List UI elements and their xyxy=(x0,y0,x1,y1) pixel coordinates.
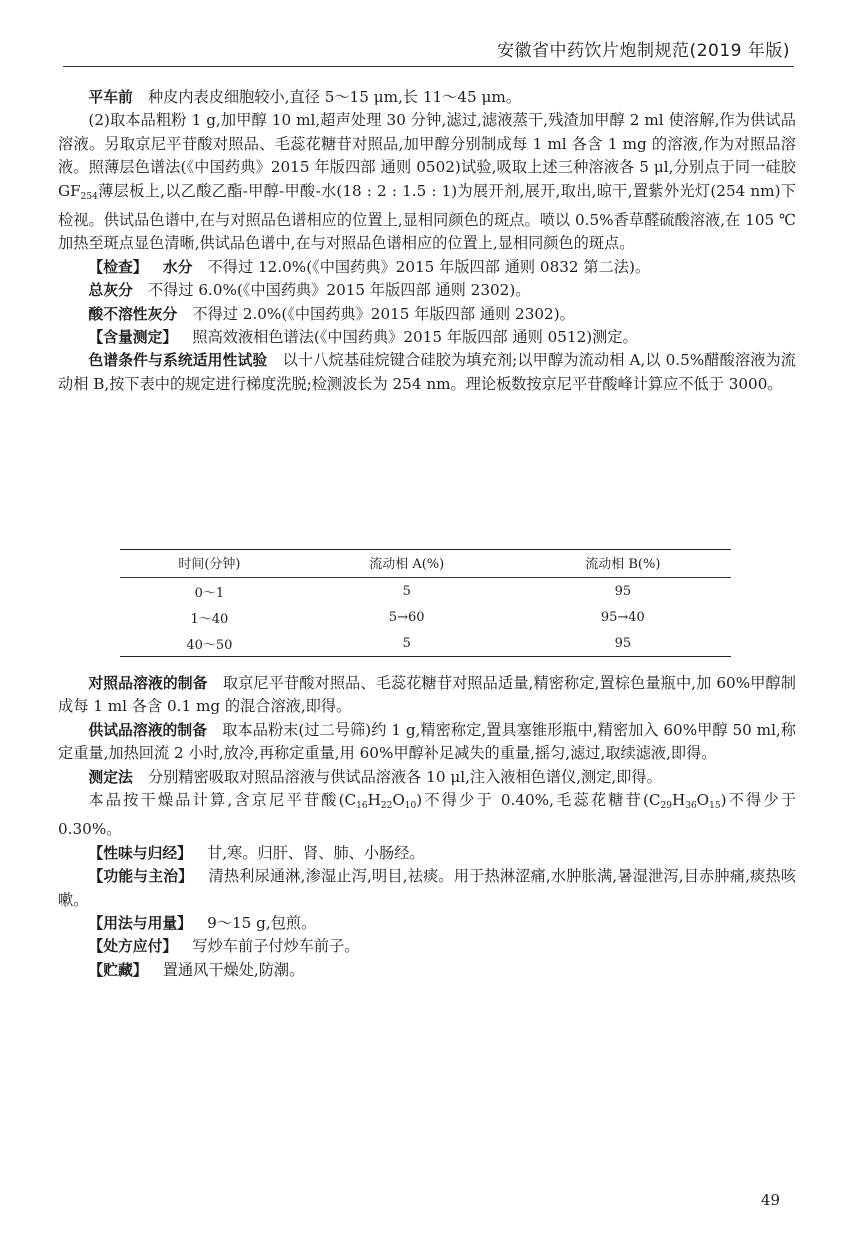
body-text-lower xyxy=(58,672,796,982)
text-content: )不得少于 0.40%,毛蕊花糖苷(C xyxy=(416,791,661,810)
paragraph-pingcheqian xyxy=(58,86,796,109)
paragraph-ash xyxy=(58,279,796,302)
paragraph-chrom xyxy=(58,349,796,396)
text-pingcheqian: 种皮内表皮细胞较小,直径 5～15 μm,长 11～45 μm。 xyxy=(147,88,521,106)
text-content: H xyxy=(671,791,686,810)
subscript: 16 xyxy=(356,801,368,812)
label-nature: 【性味与归经】 xyxy=(88,844,192,862)
running-header xyxy=(63,30,794,67)
table-cell: 5 xyxy=(402,584,411,599)
subscript: 22 xyxy=(380,801,393,812)
text-method: 分别精密吸取对照品溶液与供试品溶液各 10 μl,注入液相色谱仪,测定,即得。 xyxy=(147,767,662,786)
label-check: 【检查】 xyxy=(88,258,148,276)
paragraph-check xyxy=(58,256,796,279)
paragraph-usage xyxy=(58,912,796,935)
text-assay: 照高效液相色谱法(《中国药典》2015 年版四部 通则 0512)测定。 xyxy=(192,328,638,347)
table-row xyxy=(120,604,731,630)
table-cell: 1～40 xyxy=(190,612,229,627)
paragraph-ref-prep xyxy=(58,672,796,719)
text-content: H xyxy=(367,791,381,810)
paragraph-tlc xyxy=(58,109,796,255)
text-ref-prep: 取京尼平苷酸对照品、毛蕊花糖苷对照品适量,精密称定,置棕色量瓶中,加 60%甲醇制成每 1 ml 各含 0.1 mg 的混合溶液,即得。 xyxy=(58,674,796,716)
text-test-prep: 取本品粉末(过二号筛)约 1 g,精密称定,置具塞锥形瓶中,精密加入 60%甲醇 50 ml,称定重量,加热回流 2 小时,放冷,再称定重量,用 60%甲醇补足减失的重量,摇匀,滤过,取续滤液,即得。 xyxy=(58,720,796,763)
label-dispense: 【处方应付】 xyxy=(88,938,178,956)
label-assay: 【含量测定】 xyxy=(88,329,178,347)
text-acid-ash: 不得过 2.0%(《中国药典》2015 年版四部 通则 2302)。 xyxy=(192,304,575,323)
text-tlc-2: 薄层板上,以乙酸乙酯-甲醇-甲酸-水(18 : 2 : 1.5 : 1)为展开剂,展开,取出,晾干,置紫外光灯(254 nm)下检视。供试品色谱中,在与对照品色谱相应的位置上,显相同颜色的斑点。喷以 0.5%香草醛硫酸溶液,在 105 ℃加热至斑点显色清晰,供试品色谱中,在与对照品色谱相应的位置上,显相同颜色的斑点。 xyxy=(58,181,796,253)
table-cell: 5 xyxy=(299,630,515,657)
subscript: 29 xyxy=(660,801,672,812)
text-content: O xyxy=(392,791,405,810)
label-acid-ash: 酸不溶性灰分 xyxy=(88,305,178,323)
text-content: O xyxy=(696,791,710,810)
paragraph-test-prep xyxy=(58,719,796,766)
header-title: 安徽省中药饮片炮制规范(2019 年版) xyxy=(497,41,790,61)
label-function: 【功能与主治】 xyxy=(88,868,194,886)
label-moisture: 水分 xyxy=(162,258,193,276)
paragraph-storage xyxy=(58,959,796,982)
paragraph-acid-ash xyxy=(58,303,796,326)
paragraph-assay xyxy=(58,326,796,349)
label-usage: 【用法与用量】 xyxy=(88,915,192,933)
subscript: 36 xyxy=(685,801,697,812)
table-row xyxy=(120,630,731,657)
table-cell: 40～50 xyxy=(120,630,299,657)
table-header-phase-a: 流动相 A(%) xyxy=(299,550,515,578)
table-header-time: 时间(分钟) xyxy=(120,550,299,578)
subscript-254: 254 xyxy=(80,191,98,202)
table-cell: 5→60 xyxy=(388,610,425,625)
label-ref-prep: 对照品溶液的制备 xyxy=(88,675,208,692)
page-number: 49 xyxy=(760,1191,780,1209)
subscript: 15 xyxy=(709,801,721,812)
paragraph-method xyxy=(58,766,796,789)
paragraph-dispense xyxy=(58,935,796,958)
text-nature: 甘,寒。归肝、肾、肺、小肠经。 xyxy=(207,843,425,862)
table-cell: 95→40 xyxy=(600,610,645,625)
label-test-prep: 供试品溶液的制备 xyxy=(88,721,208,739)
text-chrom: 以十八烷基硅烷键合硅胶为填充剂;以甲醇为流动相 A,以 0.5%醋酸溶液为流动相 B,按下表中的规定进行梯度洗脱;检测波长为 254 nm。理论板数按京尼平苷酸峰计算应不低于 3000。 xyxy=(58,351,796,393)
text-total-ash: 不得过 6.0%(《中国药典》2015 年版四部 通则 2302)。 xyxy=(147,281,531,300)
label-pingcheqian: 平车前 xyxy=(88,89,133,106)
subscript: 10 xyxy=(404,801,417,812)
text-content: 本品按干燥品计算,含京尼平苷酸(C xyxy=(88,791,357,810)
text-usage: 9～15 g,包煎。 xyxy=(207,914,317,933)
paragraph-nature xyxy=(58,842,796,865)
label-method: 测定法 xyxy=(88,768,133,786)
table-cell: 95 xyxy=(614,584,632,599)
label-total-ash: 总灰分 xyxy=(88,282,133,300)
paragraph-function xyxy=(58,865,796,912)
table-row xyxy=(120,578,731,605)
text-storage: 置通风干燥处,防潮。 xyxy=(162,960,305,979)
label-storage: 【贮藏】 xyxy=(88,961,148,979)
table-header-phase-b: 流动相 B(%) xyxy=(515,550,731,578)
table-header-row xyxy=(120,550,731,578)
body-text-upper xyxy=(58,86,796,396)
text-content: )不得少于 0.30%。 xyxy=(58,791,796,839)
text-function: 清热利尿通淋,渗湿止泻,明目,祛痰。用于热淋涩痛,水肿胀满,暑湿泄泻,目赤肿痛,痰热咳嗽。 xyxy=(58,867,796,909)
table-cell: 0～1 xyxy=(194,586,225,601)
table-cell: 95 xyxy=(515,630,731,657)
label-chrom: 色谱条件与系统适用性试验 xyxy=(88,352,268,370)
paragraph-content xyxy=(58,789,796,842)
text-dispense: 写炒车前子付炒车前子。 xyxy=(192,937,360,956)
text-tlc-1: (2)取本品粗粉 1 g,加甲醇 10 ml,超声处理 30 分钟,滤过,滤液蒸干,残渣加甲醇 2 ml 使溶解,作为供试品溶液。另取京尼平苷酸对照品、毛蕊花糖苷对照品,加甲醇分别制成每 1 ml 各含 1 mg 的溶液,作为对照品溶液。照薄层色谱法(《中国药典》2015 年版四部 通则 0502)试验,吸取上述三种溶液各 5 μl,分别点于同一硅胶 GF xyxy=(58,111,796,200)
text-moisture: 不得过 12.0%(《中国药典》2015 年版四部 通则 0832 第二法)。 xyxy=(207,257,651,276)
gradient-table xyxy=(120,549,731,657)
